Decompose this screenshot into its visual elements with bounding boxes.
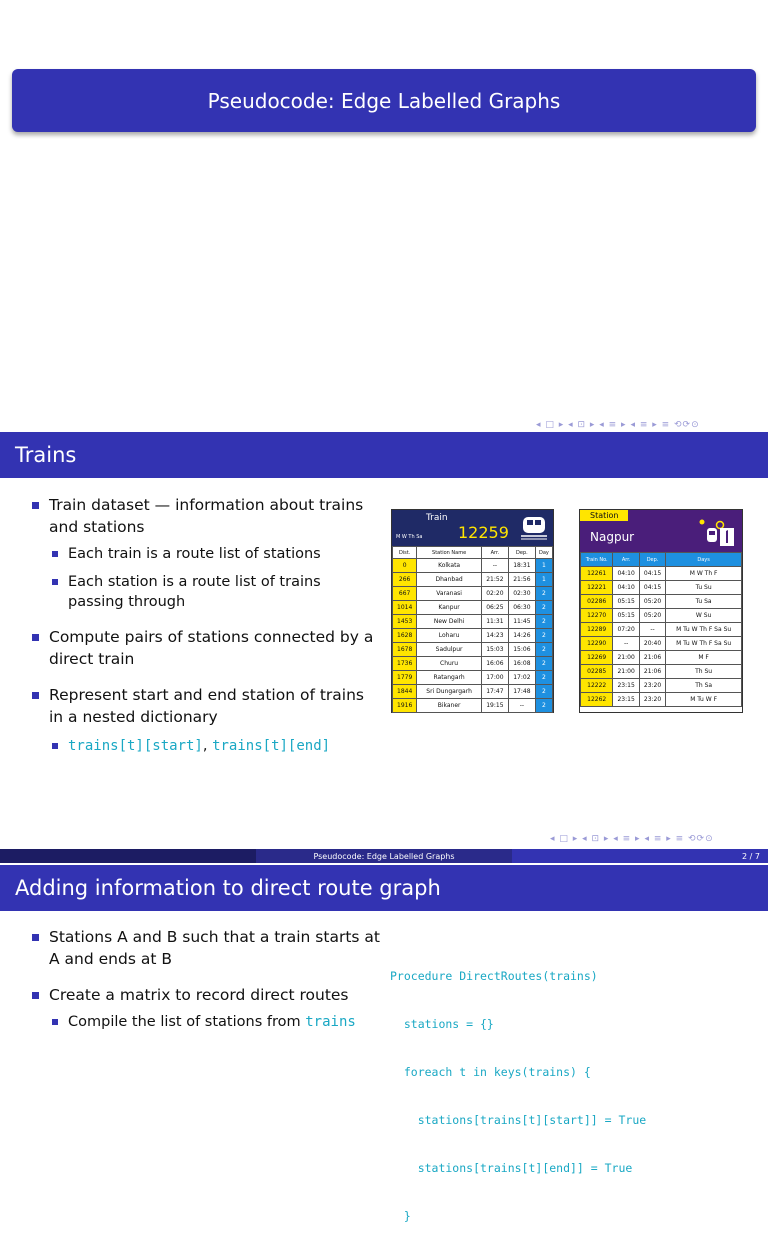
table-cell: 17:48 xyxy=(508,685,535,699)
table-row xyxy=(581,623,742,637)
table-row xyxy=(581,665,742,679)
table-cell: 12270 xyxy=(581,609,613,623)
frame-title-bar xyxy=(0,865,768,911)
code-line: } xyxy=(390,1209,411,1223)
table-cell: Kolkata xyxy=(417,559,482,573)
list-item: Compute pairs of stations connected by a direct train xyxy=(30,626,375,670)
table-cell: 23:15 xyxy=(613,679,639,693)
table-cell: Tu Su xyxy=(666,581,742,595)
table-row xyxy=(393,657,553,671)
table-row xyxy=(581,637,742,651)
table-cell: 05:15 xyxy=(613,595,639,609)
table-row xyxy=(393,685,553,699)
table-cell: 04:15 xyxy=(639,581,665,595)
table-cell: 06:30 xyxy=(508,601,535,615)
table-cell: 17:00 xyxy=(481,671,508,685)
table-cell: 05:20 xyxy=(639,609,665,623)
frame-title: Trains xyxy=(15,443,77,467)
station-name: Nagpur xyxy=(590,530,635,544)
table-row xyxy=(393,601,553,615)
train-icon xyxy=(519,514,549,544)
pseudocode-block xyxy=(390,936,646,1240)
table-cell: 16:08 xyxy=(508,657,535,671)
table-cell: -- xyxy=(481,559,508,573)
table-cell: 12269 xyxy=(581,651,613,665)
table-cell: M Tu W Th F Sa Su xyxy=(666,623,742,637)
table-cell: 1779 xyxy=(393,671,417,685)
table-cell: 16:06 xyxy=(481,657,508,671)
table-cell: 2 xyxy=(535,657,552,671)
train-number: 12259 xyxy=(458,523,509,542)
code-line: stations[trains[t][end]] = True xyxy=(390,1161,633,1175)
table-cell: 266 xyxy=(393,573,417,587)
table-cell: 17:47 xyxy=(481,685,508,699)
table-cell: 11:45 xyxy=(508,615,535,629)
code-line: foreach t in keys(trains) { xyxy=(390,1065,591,1079)
table-cell: 23:20 xyxy=(639,693,665,707)
table-row xyxy=(581,567,742,581)
table-cell: 0 xyxy=(393,559,417,573)
table-row xyxy=(393,629,553,643)
train-days: M W Th Sa xyxy=(396,534,423,540)
table-cell: 02286 xyxy=(581,595,613,609)
table-cell: 02:20 xyxy=(481,587,508,601)
frame-title: Adding information to direct route graph xyxy=(15,876,441,900)
table-cell: 04:10 xyxy=(613,567,639,581)
table-row xyxy=(581,581,742,595)
table-cell: Sadulpur xyxy=(417,643,482,657)
table-cell: Dhanbad xyxy=(417,573,482,587)
column-header: Dist. xyxy=(393,547,417,559)
table-cell: Bikaner xyxy=(417,699,482,713)
table-cell: 21:06 xyxy=(639,665,665,679)
table-cell: 18:31 xyxy=(508,559,535,573)
table-cell: 21:06 xyxy=(639,651,665,665)
nav-symbols[interactable]: ◂ □ ▸ ◂ ⊡ ▸ ◂ ≡ ▸ ◂ ≡ ▸ ≡ ⟲⟳⊙ xyxy=(536,420,700,430)
nav-symbols[interactable]: ◂ □ ▸ ◂ ⊡ ▸ ◂ ≡ ▸ ◂ ≡ ▸ ≡ ⟲⟳⊙ xyxy=(550,834,714,844)
table-cell: 12290 xyxy=(581,637,613,651)
table-cell: 1844 xyxy=(393,685,417,699)
footer-right xyxy=(512,849,768,863)
table-cell: 04:10 xyxy=(613,581,639,595)
table-cell: Kanpur xyxy=(417,601,482,615)
frame-title-bar xyxy=(0,432,768,478)
column-header: Station Name xyxy=(417,547,482,559)
table-cell: -- xyxy=(639,623,665,637)
table-cell: 12222 xyxy=(581,679,613,693)
beamer-footer xyxy=(0,849,768,863)
table-cell: 1736 xyxy=(393,657,417,671)
column-header: Arr. xyxy=(613,553,639,567)
list-item: Train dataset — information about trains and stations xyxy=(30,494,375,538)
table-row xyxy=(393,559,553,573)
code-start: trains[t][start] xyxy=(68,738,203,754)
table-cell: 2 xyxy=(535,643,552,657)
table-cell: 05:20 xyxy=(639,595,665,609)
table-row xyxy=(581,651,742,665)
table-cell: 11:31 xyxy=(481,615,508,629)
page-number: 2 / 7 xyxy=(742,851,760,861)
table-cell: 06:25 xyxy=(481,601,508,615)
table-cell: 21:52 xyxy=(481,573,508,587)
table-row xyxy=(393,587,553,601)
column-header: Dep. xyxy=(639,553,665,567)
table-cell: 02:30 xyxy=(508,587,535,601)
table-cell: Ratangarh xyxy=(417,671,482,685)
footer-center: Pseudocode: Edge Labelled Graphs xyxy=(256,849,512,863)
table-cell: 12262 xyxy=(581,693,613,707)
table-cell: 12221 xyxy=(581,581,613,595)
column-header: Dep. xyxy=(508,547,535,559)
table-cell: Varanasi xyxy=(417,587,482,601)
train-label: Train xyxy=(426,513,448,523)
code-line: stations = {} xyxy=(390,1017,494,1031)
table-cell: M W Th F xyxy=(666,567,742,581)
code-end: trains[t][end] xyxy=(212,738,331,754)
table-cell: 2 xyxy=(535,699,552,713)
table-cell: 14:26 xyxy=(508,629,535,643)
table-cell: New Delhi xyxy=(417,615,482,629)
trains-bullet-list xyxy=(30,494,375,756)
column-header: Days xyxy=(666,553,742,567)
table-cell: 1014 xyxy=(393,601,417,615)
table-row xyxy=(393,671,553,685)
table-cell: 20:40 xyxy=(639,637,665,651)
table-cell: 15:06 xyxy=(508,643,535,657)
list-item: Represent start and end station of trains in a nested dictionary xyxy=(30,684,375,728)
table-cell: 1678 xyxy=(393,643,417,657)
table-cell: 2 xyxy=(535,601,552,615)
column-header: Arr. xyxy=(481,547,508,559)
table-cell: Th Su xyxy=(666,665,742,679)
table-cell: 2 xyxy=(535,615,552,629)
table-cell: M F xyxy=(666,651,742,665)
table-cell: 05:15 xyxy=(613,609,639,623)
table-cell: Loharu xyxy=(417,629,482,643)
table-cell: 23:20 xyxy=(639,679,665,693)
train-timetable-card xyxy=(391,509,554,713)
train-table xyxy=(392,546,553,713)
table-cell: W Su xyxy=(666,609,742,623)
code-line: stations[trains[t][start]] = True xyxy=(390,1113,647,1127)
table-cell: 14:23 xyxy=(481,629,508,643)
table-cell: 19:15 xyxy=(481,699,508,713)
platform-icon xyxy=(694,516,738,552)
table-cell: 21:56 xyxy=(508,573,535,587)
table-cell: 2 xyxy=(535,685,552,699)
list-item: Each station is a route list of trains passing through xyxy=(30,572,375,612)
table-cell: 12289 xyxy=(581,623,613,637)
table-cell: Churu xyxy=(417,657,482,671)
table-cell: 2 xyxy=(535,629,552,643)
table-row xyxy=(581,679,742,693)
column-header: Day xyxy=(535,547,552,559)
slide-title: Pseudocode: Edge Labelled Graphs xyxy=(207,88,561,113)
table-cell: Tu Sa xyxy=(666,595,742,609)
list-item: Compile the list of stations from trains xyxy=(30,1012,380,1032)
table-cell: 21:00 xyxy=(613,665,639,679)
table-cell: 1916 xyxy=(393,699,417,713)
table-row xyxy=(393,643,553,657)
slide-title-box xyxy=(12,69,756,132)
list-item: Stations A and B such that a train starts at A and ends at B xyxy=(30,926,380,970)
station-card-header xyxy=(580,510,742,552)
table-row xyxy=(393,615,553,629)
table-row xyxy=(581,609,742,623)
table-cell: 21:00 xyxy=(613,651,639,665)
table-row xyxy=(581,595,742,609)
table-cell: 1628 xyxy=(393,629,417,643)
table-cell: 15:03 xyxy=(481,643,508,657)
code-line: Procedure DirectRoutes(trains) xyxy=(390,969,598,983)
list-item: trains[t][start], trains[t][end] xyxy=(30,736,375,756)
list-item: Each train is a route list of stations xyxy=(30,544,375,564)
table-cell: 1453 xyxy=(393,615,417,629)
table-cell: 2 xyxy=(535,587,552,601)
table-cell: 07:20 xyxy=(613,623,639,637)
table-cell: 1 xyxy=(535,573,552,587)
table-row xyxy=(581,693,742,707)
station-label: Station xyxy=(580,510,628,521)
column-header: Train No. xyxy=(581,553,613,567)
table-row xyxy=(393,699,553,713)
list-item: Create a matrix to record direct routes xyxy=(30,984,380,1006)
table-cell: M Tu W Th F Sa Su xyxy=(666,637,742,651)
table-cell: 12261 xyxy=(581,567,613,581)
station-table xyxy=(580,552,742,707)
footer-left xyxy=(0,849,256,863)
table-row xyxy=(393,573,553,587)
table-cell: 17:02 xyxy=(508,671,535,685)
table-cell: 23:15 xyxy=(613,693,639,707)
station-timetable-card xyxy=(579,509,743,713)
table-cell: -- xyxy=(508,699,535,713)
table-cell: Th Sa xyxy=(666,679,742,693)
table-cell: 667 xyxy=(393,587,417,601)
table-cell: M Tu W F xyxy=(666,693,742,707)
table-cell: 1 xyxy=(535,559,552,573)
train-card-header xyxy=(392,510,553,546)
table-cell: 04:15 xyxy=(639,567,665,581)
table-cell: -- xyxy=(613,637,639,651)
table-cell: 02285 xyxy=(581,665,613,679)
table-cell: 2 xyxy=(535,671,552,685)
table-cell: Sri Dungargarh xyxy=(417,685,482,699)
routes-bullet-list xyxy=(30,926,380,1032)
